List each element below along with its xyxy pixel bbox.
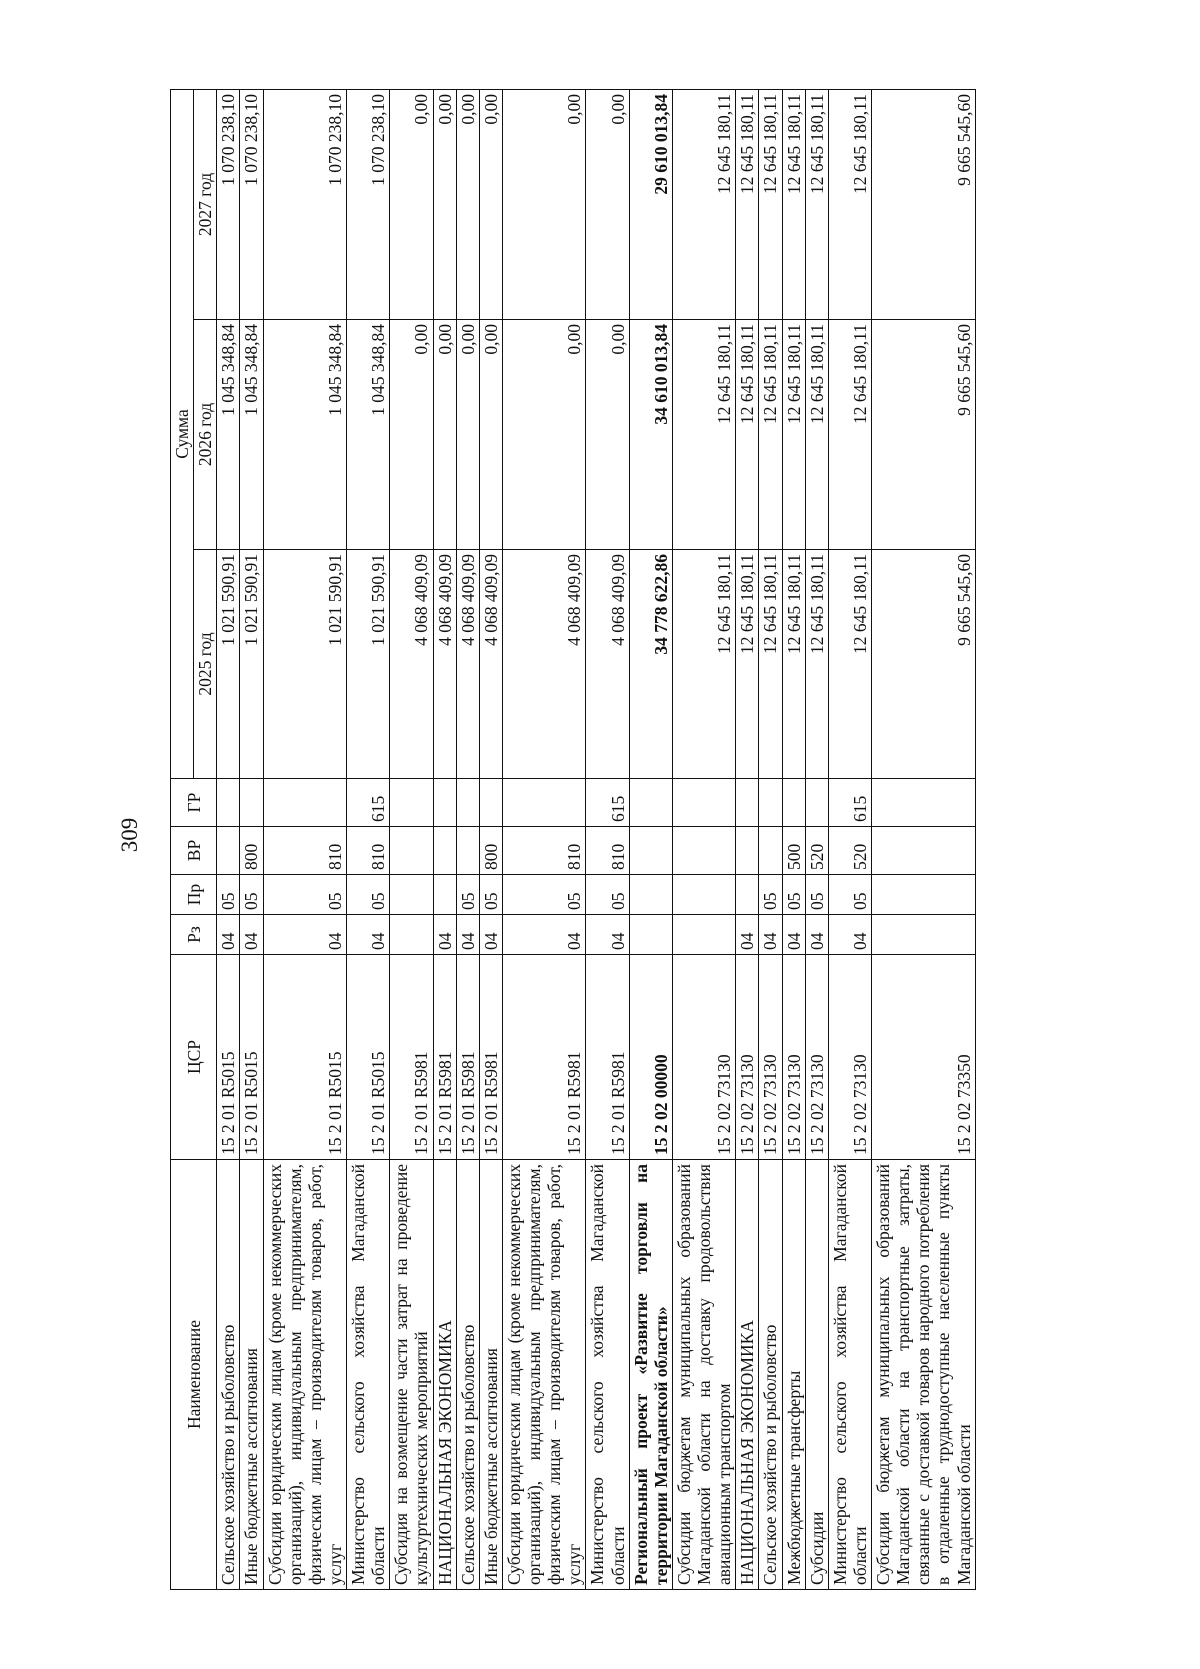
cell-name: НАЦИОНАЛЬНАЯ ЭКОНОМИКА [736, 1160, 759, 1590]
cell-2026: 0,00 [390, 320, 433, 550]
table-row [433, 89, 456, 1589]
cell-pr: 05 [759, 875, 782, 915]
cell-rz: 04 [347, 915, 390, 955]
cell-2026: 0,00 [456, 320, 479, 550]
cell-name: Сельское хозяйство и рыболовство [759, 1160, 782, 1590]
header-vr: ВР [171, 827, 217, 875]
cell-pr [390, 875, 433, 915]
cell-2026: 0,00 [479, 320, 502, 550]
cell-2027: 9 665 545,60 [872, 89, 976, 319]
cell-2025: 9 665 545,60 [872, 550, 976, 779]
cell-csr: 15 2 01 R5981 [456, 955, 479, 1160]
cell-rz [390, 915, 433, 955]
cell-2027: 12 645 180,11 [828, 89, 871, 319]
cell-gr [433, 779, 456, 827]
cell-2027: 12 645 180,11 [805, 89, 828, 319]
cell-vr: 520 [828, 827, 871, 875]
cell-rz: 04 [782, 915, 805, 955]
cell-name: Субсидия на возмещение части затрат на проведение культуртехнических мероприятий [390, 1160, 433, 1590]
cell-vr: 810 [263, 827, 347, 875]
cell-2027: 12 645 180,11 [759, 89, 782, 319]
cell-csr: 15 2 02 73130 [736, 955, 759, 1160]
cell-name: Субсидии [805, 1160, 828, 1590]
cell-2027: 0,00 [502, 89, 586, 319]
header-2027: 2027 год [194, 89, 217, 319]
cell-2025: 12 645 180,11 [828, 550, 871, 779]
cell-2027: 0,00 [433, 89, 456, 319]
cell-rz: 04 [217, 915, 240, 955]
table-row [586, 89, 629, 1589]
header-rz: Рз [171, 915, 217, 955]
cell-2025: 1 021 590,91 [240, 550, 263, 779]
cell-vr [629, 827, 672, 875]
cell-gr [456, 779, 479, 827]
header-pr: Пр [171, 875, 217, 915]
cell-vr: 800 [479, 827, 502, 875]
cell-2027: 1 070 238,10 [217, 89, 240, 319]
cell-csr: 15 2 01 R5015 [347, 955, 390, 1160]
table-row [805, 89, 828, 1589]
cell-rz: 04 [240, 915, 263, 955]
cell-rz: 04 [805, 915, 828, 955]
cell-pr: 05 [456, 875, 479, 915]
cell-name: Министерство сельского хозяйства Магаданской области [828, 1160, 871, 1590]
cell-2026: 34 610 013,84 [629, 320, 672, 550]
cell-2027: 12 645 180,11 [672, 89, 735, 319]
cell-2026: 12 645 180,11 [782, 320, 805, 550]
cell-vr [759, 827, 782, 875]
cell-vr: 800 [240, 827, 263, 875]
cell-gr [736, 779, 759, 827]
cell-2026: 12 645 180,11 [736, 320, 759, 550]
table-row [263, 89, 347, 1589]
rotated-table-container [170, 90, 1120, 1590]
cell-csr: 15 2 01 R5981 [586, 955, 629, 1160]
cell-2026: 12 645 180,11 [759, 320, 782, 550]
cell-2027: 1 070 238,10 [347, 89, 390, 319]
table-row [629, 89, 672, 1589]
cell-rz [629, 915, 672, 955]
cell-name: НАЦИОНАЛЬНАЯ ЭКОНОМИКА [433, 1160, 456, 1590]
cell-2026: 0,00 [586, 320, 629, 550]
cell-2025: 1 021 590,91 [217, 550, 240, 779]
cell-csr: 15 2 01 R5015 [240, 955, 263, 1160]
cell-rz: 04 [586, 915, 629, 955]
cell-pr: 05 [805, 875, 828, 915]
cell-vr [872, 827, 976, 875]
cell-2026: 12 645 180,11 [805, 320, 828, 550]
cell-2026: 1 045 348,84 [240, 320, 263, 550]
cell-gr [805, 779, 828, 827]
cell-2027: 1 070 238,10 [263, 89, 347, 319]
cell-name: Сельское хозяйство и рыболовство [217, 1160, 240, 1590]
budget-table [170, 89, 976, 1590]
cell-gr [217, 779, 240, 827]
cell-csr: 15 2 02 00000 [629, 955, 672, 1160]
cell-gr: 615 [828, 779, 871, 827]
cell-pr: 05 [782, 875, 805, 915]
table-row [782, 89, 805, 1589]
cell-vr: 500 [782, 827, 805, 875]
cell-csr: 15 2 02 73130 [672, 955, 735, 1160]
cell-pr [672, 875, 735, 915]
cell-gr [629, 779, 672, 827]
cell-2025: 4 068 409,09 [433, 550, 456, 779]
cell-gr [240, 779, 263, 827]
cell-csr: 15 2 01 R5015 [263, 955, 347, 1160]
table-row [872, 89, 976, 1589]
cell-name: Министерство сельского хозяйства Магаданской области [347, 1160, 390, 1590]
cell-2025: 12 645 180,11 [782, 550, 805, 779]
cell-rz [872, 915, 976, 955]
cell-name: Субсидии бюджетам муниципальных образований Магаданской области на доставку продовольствия авиационным транспортом [672, 1160, 735, 1590]
cell-pr: 05 [479, 875, 502, 915]
cell-name: Субсидии юридическим лицам (кроме некоммерческих организаций), индивидуальным предпринимателям, физическим лицам – производителям товаров, работ, услуг [263, 1160, 347, 1590]
cell-pr [872, 875, 976, 915]
cell-pr: 05 [263, 875, 347, 915]
cell-gr [672, 779, 735, 827]
cell-pr: 05 [240, 875, 263, 915]
table-row [347, 89, 390, 1589]
cell-2026: 0,00 [502, 320, 586, 550]
table-body [217, 89, 975, 1589]
cell-vr [456, 827, 479, 875]
header-2026: 2026 год [194, 320, 217, 550]
cell-pr [736, 875, 759, 915]
cell-2027: 0,00 [456, 89, 479, 319]
cell-vr: 810 [586, 827, 629, 875]
cell-gr [479, 779, 502, 827]
cell-2027: 0,00 [390, 89, 433, 319]
cell-2025: 12 645 180,11 [736, 550, 759, 779]
cell-csr: 15 2 02 73130 [782, 955, 805, 1160]
cell-gr [502, 779, 586, 827]
cell-pr: 05 [347, 875, 390, 915]
cell-pr [433, 875, 456, 915]
page-number: 309 [117, 817, 142, 853]
cell-vr: 520 [805, 827, 828, 875]
cell-gr [782, 779, 805, 827]
table-row [759, 89, 782, 1589]
cell-2026: 12 645 180,11 [672, 320, 735, 550]
cell-csr: 15 2 01 R5981 [479, 955, 502, 1160]
cell-2025: 4 068 409,09 [456, 550, 479, 779]
cell-gr: 615 [347, 779, 390, 827]
cell-csr: 15 2 01 R5981 [502, 955, 586, 1160]
cell-rz: 04 [479, 915, 502, 955]
cell-2025: 4 068 409,09 [586, 550, 629, 779]
cell-name: Иные бюджетные ассигнования [240, 1160, 263, 1590]
cell-vr [217, 827, 240, 875]
table-row [828, 89, 871, 1589]
cell-rz: 04 [433, 915, 456, 955]
cell-csr: 15 2 02 73130 [805, 955, 828, 1160]
cell-pr: 05 [502, 875, 586, 915]
cell-name: Министерство сельского хозяйства Магаданской области [586, 1160, 629, 1590]
cell-gr [759, 779, 782, 827]
cell-name: Региональный проект «Развитие торговли на территории Магаданской области» [629, 1160, 672, 1590]
cell-csr: 15 2 01 R5981 [390, 955, 433, 1160]
cell-2025: 12 645 180,11 [672, 550, 735, 779]
cell-2025: 4 068 409,09 [390, 550, 433, 779]
cell-rz [672, 915, 735, 955]
cell-rz: 04 [263, 915, 347, 955]
header-csr: ЦСР [171, 955, 217, 1160]
header-2025: 2025 год [194, 550, 217, 779]
cell-2027: 29 610 013,84 [629, 89, 672, 319]
table-row [479, 89, 502, 1589]
cell-vr [672, 827, 735, 875]
cell-2025: 4 068 409,09 [502, 550, 586, 779]
cell-gr [390, 779, 433, 827]
cell-name: Сельское хозяйство и рыболовство [456, 1160, 479, 1590]
table-row [240, 89, 263, 1589]
cell-name: Субсидии юридическим лицам (кроме некоммерческих организаций), индивидуальным предпринимателям, физическим лицам – производителям товаров, работ, услуг [502, 1160, 586, 1590]
cell-pr: 05 [586, 875, 629, 915]
table-row [502, 89, 586, 1589]
cell-2027: 12 645 180,11 [782, 89, 805, 319]
cell-2026: 1 045 348,84 [217, 320, 240, 550]
cell-rz: 04 [759, 915, 782, 955]
header-sum: Сумма [171, 89, 194, 778]
cell-vr [433, 827, 456, 875]
table-row [672, 89, 735, 1589]
cell-gr [872, 779, 976, 827]
cell-2027: 1 070 238,10 [240, 89, 263, 319]
cell-rz: 04 [456, 915, 479, 955]
cell-2026: 1 045 348,84 [263, 320, 347, 550]
cell-pr [629, 875, 672, 915]
cell-name: Субсидии бюджетам муниципальных образований Магаданской области на транспортные затраты, связанные с доставкой товаров народного потребления в отдаленные труднодоступные населенные пункты Магаданской области [872, 1160, 976, 1590]
cell-csr: 15 2 01 R5015 [217, 955, 240, 1160]
cell-vr [736, 827, 759, 875]
cell-2025: 12 645 180,11 [759, 550, 782, 779]
table-row [736, 89, 759, 1589]
cell-rz: 04 [828, 915, 871, 955]
header-gr: ГР [171, 779, 217, 827]
cell-vr [390, 827, 433, 875]
cell-csr: 15 2 02 73130 [759, 955, 782, 1160]
cell-2025: 34 778 622,86 [629, 550, 672, 779]
table-row [390, 89, 433, 1589]
cell-vr: 810 [502, 827, 586, 875]
cell-2026: 9 665 545,60 [872, 320, 976, 550]
cell-2025: 1 021 590,91 [263, 550, 347, 779]
cell-csr: 15 2 02 73130 [828, 955, 871, 1160]
table-row [456, 89, 479, 1589]
cell-rz: 04 [502, 915, 586, 955]
cell-csr: 15 2 02 73350 [872, 955, 976, 1160]
cell-gr: 615 [586, 779, 629, 827]
cell-gr [263, 779, 347, 827]
cell-vr: 810 [347, 827, 390, 875]
cell-2025: 1 021 590,91 [347, 550, 390, 779]
cell-name: Межбюджетные трансферты [782, 1160, 805, 1590]
cell-pr: 05 [828, 875, 871, 915]
cell-csr: 15 2 01 R5981 [433, 955, 456, 1160]
cell-rz: 04 [736, 915, 759, 955]
cell-2026: 1 045 348,84 [347, 320, 390, 550]
cell-2027: 0,00 [586, 89, 629, 319]
cell-2027: 0,00 [479, 89, 502, 319]
cell-2026: 12 645 180,11 [828, 320, 871, 550]
cell-2026: 0,00 [433, 320, 456, 550]
cell-pr: 05 [217, 875, 240, 915]
cell-name: Иные бюджетные ассигнования [479, 1160, 502, 1590]
cell-2025: 4 068 409,09 [479, 550, 502, 779]
cell-2025: 12 645 180,11 [805, 550, 828, 779]
header-name: Наименование [171, 1160, 217, 1590]
table-row [217, 89, 240, 1589]
cell-2027: 12 645 180,11 [736, 89, 759, 319]
